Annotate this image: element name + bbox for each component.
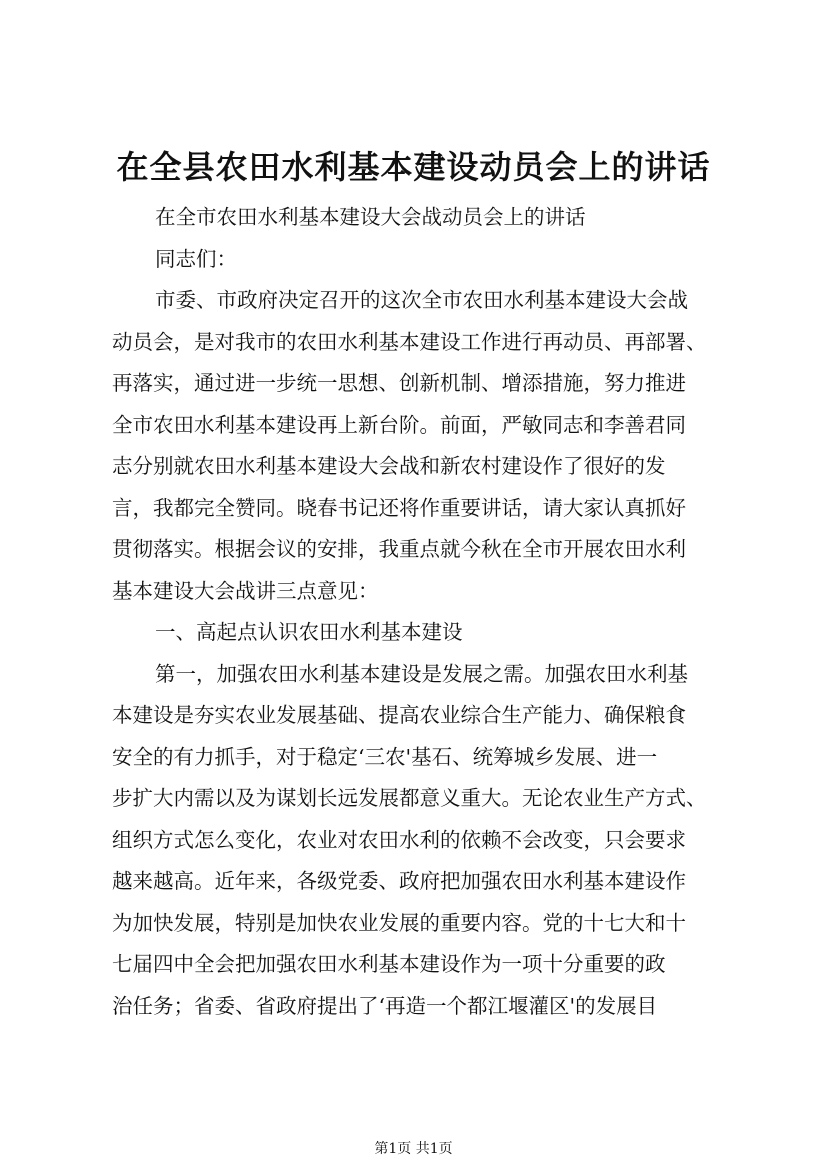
text-line: 一、高起点认识农田水利基本建设 [155,620,463,644]
text-line: 全市农田水利基本建设再上新台阶。前面，严敏同志和李善君同 [112,412,686,437]
text-line: 治任务；省委、省政府提出了‘再造一个都江堰灌区'的发展目 [112,993,658,1018]
text-line: 动员会，是对我市的农田水利基本建设工作进行再动员、再部署、 [112,329,707,354]
text-line: 同志们： [155,246,237,271]
text-line: 组织方式怎么变化，农业对农田水利的依赖不会改变，只会要求 [112,827,686,852]
text-line: 言，我都完全赞同。晓春书记还将作重要讲话，请大家认真抓好 [112,495,686,520]
page-footer: 第1页 共1页 [374,1141,453,1157]
text-line: 在全市农田水利基本建设大会战动员会上的讲话 [155,205,586,229]
text-line: 七届四中全会把加强农田水利基本建设作为一项十分重要的政 [112,952,666,976]
text-line: 为加快发展，特别是加快农业发展的重要内容。党的十七大和十 [112,910,686,935]
document-title: 在全县农田水利基本建设动员会上的讲话 [116,148,711,186]
document-body [112,197,722,1027]
text-line: 安全的有力抓手，对于稳定‘三农'基石、统筹城乡发展、进一 [112,744,658,769]
text-line: 本建设是夯实农业发展基础、提高农业综合生产能力、确保粮食 [112,703,686,727]
text-line: 再落实，通过进一步统一思想、创新机制、增添措施，努力推进 [112,371,686,395]
text-line: 第一，加强农田水利基本建设是发展之需。加强农田水利基 [155,661,688,686]
text-line: 贯彻落实。根据会议的安排，我重点就今秋在全市开展农田水利 [112,537,686,561]
text-line: 基本建设大会战讲三点意见： [112,578,379,603]
text-line: 越来越高。近年来，各级党委、政府把加强农田水利基本建设作 [112,869,686,893]
text-line: 市委、市政府决定召开的这次全市农田水利基本建设大会战 [155,288,688,312]
text-line: 志分别就农田水利基本建设大会战和新农村建设作了很好的发 [112,454,666,478]
text-line: 步扩大内需以及为谋划长远发展都意义重大。无论农业生产方式、 [112,786,707,810]
